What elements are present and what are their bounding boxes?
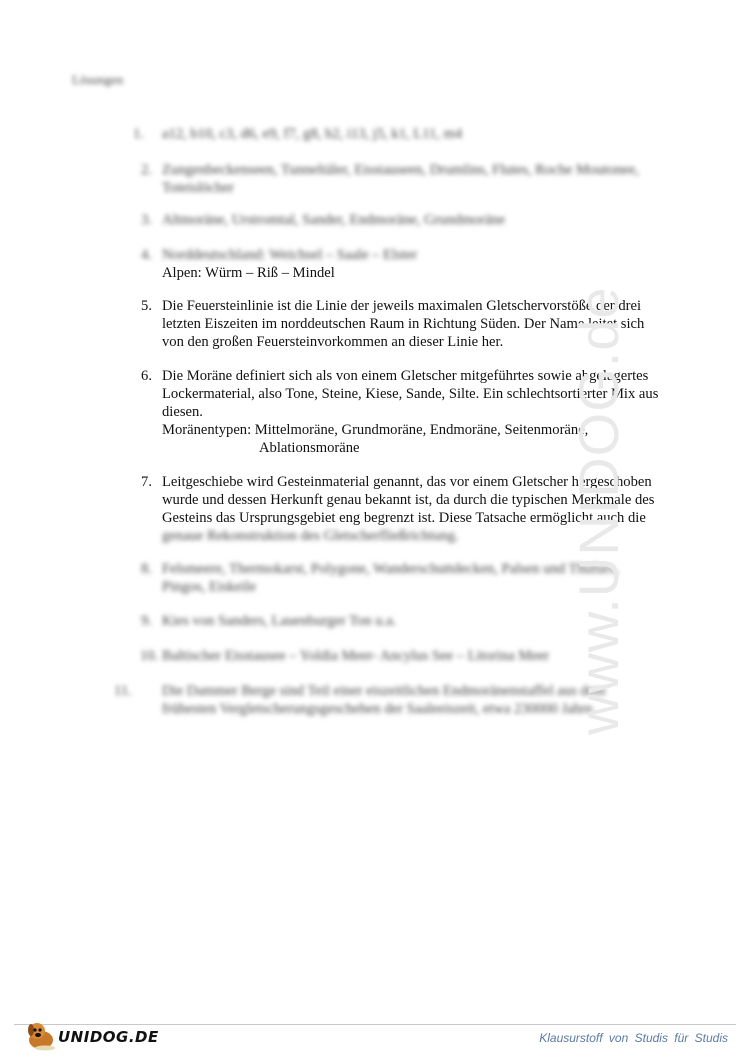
answer-line: Altmoräne, Urstromtal, Sander, Endmoräne, Grundmoräne	[162, 212, 506, 228]
answer-line: Die Feuersteinlinie ist die Linie der jeweils maximalen Gletschervorstöße der drei	[162, 298, 642, 314]
answer-line: Die Dammer Berge sind Teil einer eiszeitlichen Endmoränenstaffel aus dem	[162, 683, 606, 699]
answer-number: 6.	[141, 368, 152, 384]
answer-3	[141, 211, 672, 229]
answer-line: frühesten Vergletscherungsgeschehen der Saaleeiszeit, etwa 230000 Jahre.	[162, 701, 596, 717]
answer-1	[133, 125, 672, 143]
answer-line: Baltischer Eisstausee – Yoldia Meer- Ancylus See – Litorina Meer	[162, 648, 550, 664]
answer-line: Gesteins das Ursprungsgebiet eng begrenzt ist. Diese Tatsache ermöglicht auch die	[162, 510, 646, 526]
moraenentypen-continuation: Ablationsmoräne	[259, 440, 360, 456]
answer-line: Toteislöcher	[162, 180, 234, 196]
answer-line: Alpen: Würm – Riß – Mindel	[162, 265, 335, 281]
answer-line: Lockermaterial, also Tone, Steine, Kiese, Sande, Silte. Ein schlechtsortierter Mix aus	[162, 386, 659, 402]
answer-2	[141, 161, 672, 197]
answer-number: 4.	[141, 247, 152, 263]
answer-line: letzten Eiszeiten im norddeutschen Raum in Richtung Süden. Der Name leitet sich	[162, 316, 645, 332]
answer-line: Pingos, Eiskeile	[162, 579, 257, 595]
answer-number: 1.	[133, 126, 144, 142]
answer-number: 5.	[141, 298, 152, 314]
answer-line: wurde und dessen Herkunft genau bekannt ist, da durch die typischen Merkmale des	[162, 492, 655, 508]
answer-line: Felsmeere, Thermokarst, Polygone, Wanderschuttdecken, Palsen und Thufurs,	[162, 561, 619, 577]
answer-line: Die Moräne definiert sich als von einem Gletscher mitgeführtes sowie abgelagertes	[162, 368, 649, 384]
answer-number: 11.	[114, 683, 132, 699]
answer-number: 10.	[140, 648, 159, 664]
answer-4	[141, 246, 672, 282]
dog-icon	[24, 1018, 58, 1052]
answer-number: 3.	[141, 212, 152, 228]
answer-line-blurred: genaue Rekonstruktion des Gletscherfließrichtung.	[162, 528, 459, 544]
answer-line: von den großen Feuersteinvorkommen an dieser Linie her.	[162, 334, 504, 350]
heading-loesungen: Lösungen	[72, 72, 124, 87]
answer-line: Leitgeschiebe wird Gesteinmaterial genannt, das vor einem Gletscher hergeschoben	[162, 474, 652, 490]
answer-number: 7.	[141, 474, 152, 490]
answer-number: 9.	[141, 613, 152, 629]
unidog-logo[interactable]	[24, 1018, 159, 1052]
answer-line: a12, b10, c3, d6, e9, f7, g8, h2, i13, j5, k1, L11, m4	[162, 126, 463, 142]
answer-line: Kies von Sanders, Lauenburger Ton u.a.	[162, 613, 397, 629]
moraenentypen-line: Moränentypen: Mittelmoräne, Grundmoräne, Endmoräne, Seitenmoräne,	[162, 422, 589, 438]
logo-text: UNIDOG.DE	[58, 1028, 159, 1046]
answer-line: diesen.	[162, 404, 203, 420]
footer-tagline: Klausurstoff von Studis für Studis	[539, 1031, 728, 1045]
answer-line: Zungenbeckenseen, Tunneltäler, Eisstauseen, Drumlins, Flutes, Roche Moutonee,	[162, 162, 639, 178]
answer-number: 2.	[141, 162, 152, 178]
answer-number: 8.	[141, 561, 152, 577]
answer-line-blurred: Norddeutschland: Weichsel – Saale – Elster	[162, 247, 418, 263]
watermark-text: www.UNIDOG.de	[567, 286, 630, 735]
